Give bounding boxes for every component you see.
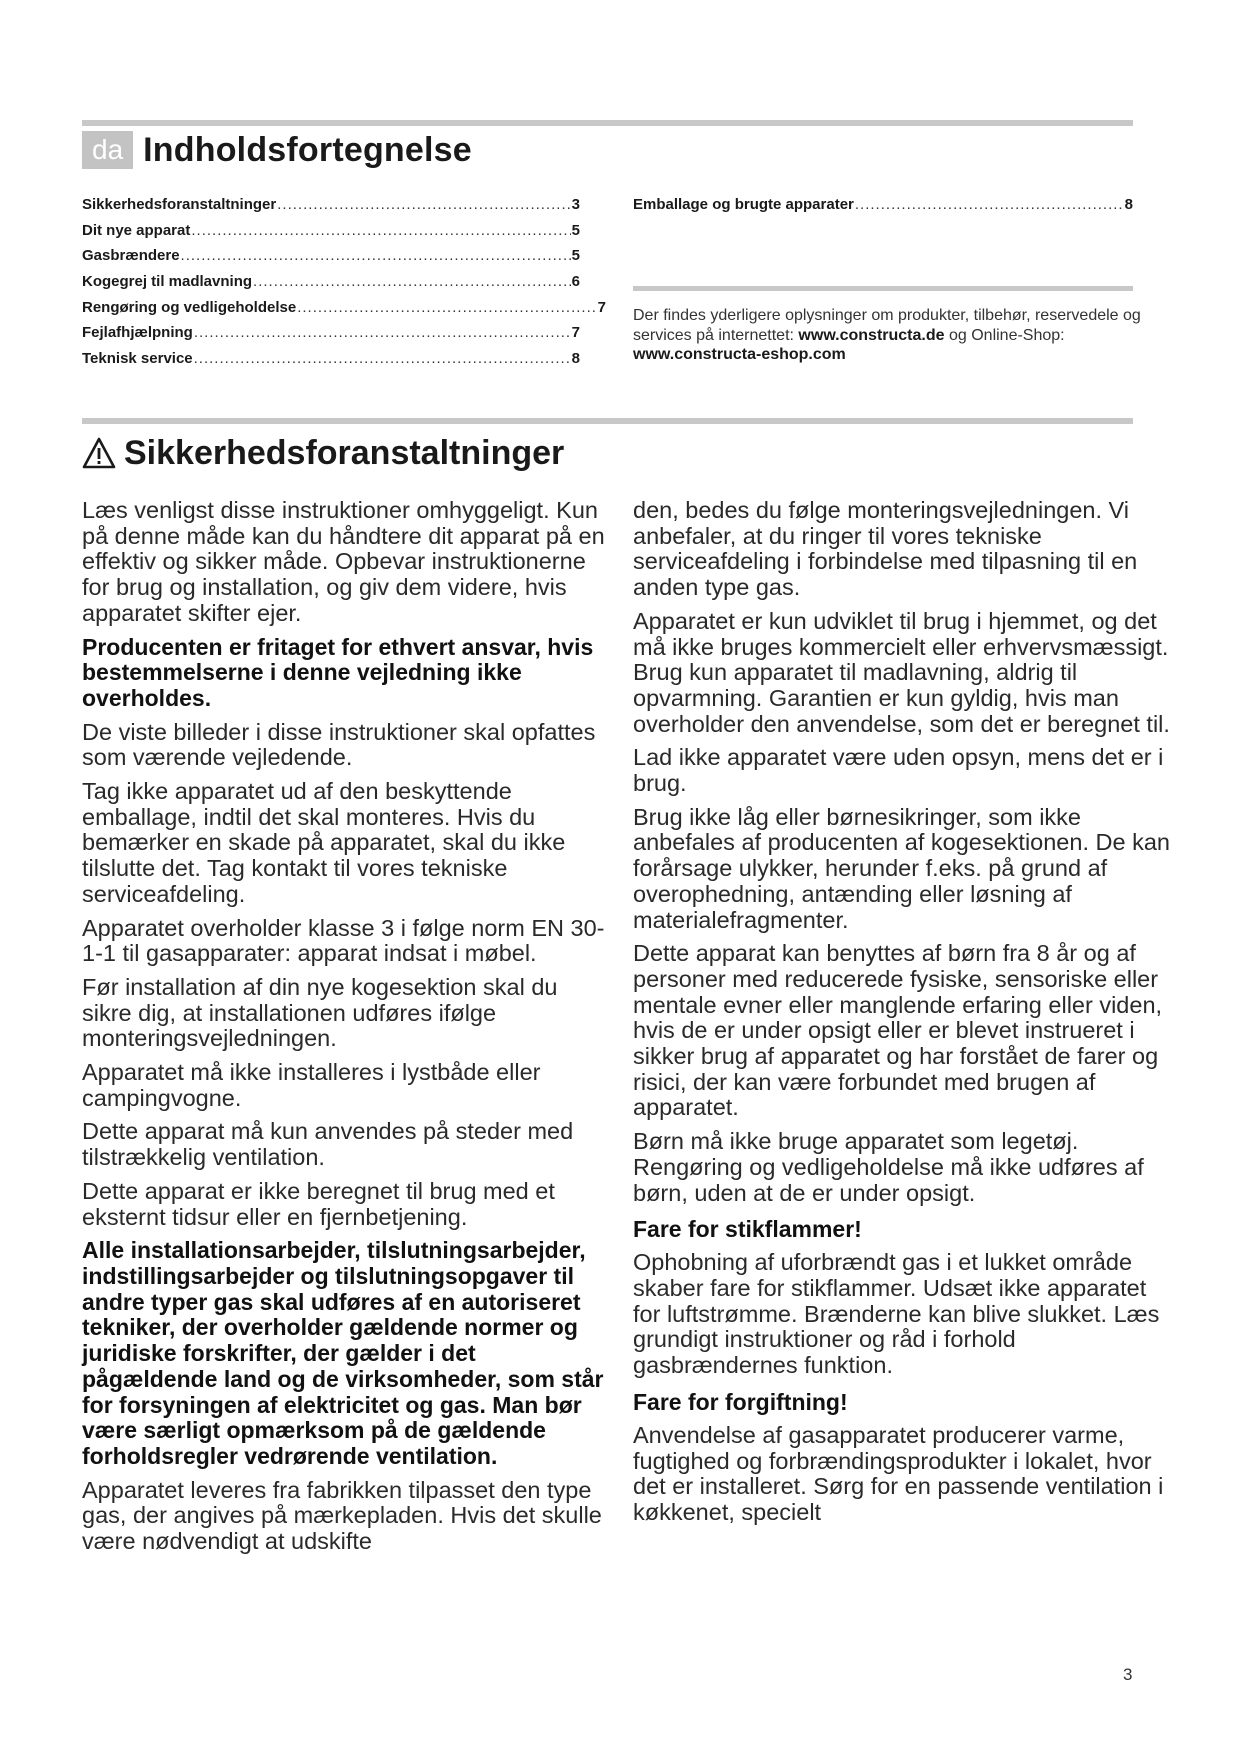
info-rule — [633, 286, 1133, 291]
toc-dot-leader — [181, 247, 571, 264]
toc-dot-leader — [253, 273, 571, 290]
page-title: Indholdsfortegnelse — [143, 130, 472, 169]
paragraph: Lad ikke apparatet være uden opsyn, mens det er i brug. — [633, 744, 1164, 797]
toc-header — [82, 130, 472, 170]
toc-entry-label: Emballage og brugte apparater — [633, 196, 854, 213]
paragraph: Læs venligst disse instruktioner omhyggeligt. Kun på denne måde kan du håndtere dit apparat på en effektiv og sikker måde. Opbevar instruktionerne for brug og installation, og giv dem videre, hvis apparatet skifter ejer. — [82, 497, 605, 626]
toc-entry-label: Rengøring og vedligeholdelse — [82, 298, 297, 316]
page-number: 3 — [1123, 1665, 1133, 1684]
toc-entry-label: Fejlafhjælpning — [82, 324, 193, 342]
toc-entry-label: Teknisk service — [82, 350, 193, 368]
toc-entry-page: 5 — [571, 247, 580, 265]
section-rule — [82, 418, 1133, 424]
paragraph: Børn må ikke bruge apparatet som legetøj. Rengøring og vedligeholdelse må ikke udføres af børn, uden at de er under opsigt. — [633, 1128, 1144, 1206]
language-badge: da — [82, 131, 133, 169]
toc-dot-leader — [191, 222, 570, 239]
toc-entry-page: 7 — [571, 324, 580, 342]
top-rule — [82, 120, 1133, 126]
toc-dot-leader — [277, 196, 570, 213]
paragraph: Brug ikke låg eller børnesikringer, som ikke anbefales af producenten af kogesektionen. De kan forårsage ulykker, herunder f.eks. på grund af overophedning, antænding eller løsning af materialefragmenter. — [633, 803, 1170, 933]
bold-notice: Producenten er fritaget for ethvert ansvar, hvis bestemmelserne i denne vejledning ikke overholdes. — [82, 633, 594, 711]
paragraph: Dette apparat må kun anvendes på steder med tilstrækkelig ventilation. — [82, 1118, 574, 1171]
toc-entry-page: 7 — [597, 298, 606, 316]
toc-entry-page: 6 — [571, 273, 580, 291]
toc-entry[interactable] — [82, 273, 580, 299]
paragraph: Apparatet er kun udviklet til brug i hjemmet, og det må ikke bruges kommercielt eller erhvervsmæssigt. Brug kun apparatet til madlavning, aldrig til opvarmning. Garantien er kun gyldig, hvis man overholder den anvendelse, som det er beregnet til. — [633, 607, 1170, 737]
toc-entry-label: Dit nye apparat — [82, 221, 191, 239]
toc-left-column — [82, 196, 612, 376]
toc-entry[interactable] — [82, 324, 580, 350]
toc-entry[interactable] — [82, 350, 580, 376]
info-text: Der findes yderligere oplysninger om produkter, tilbehør, reservedele og services på internettet: — [633, 307, 1141, 344]
toc-entry[interactable] — [633, 196, 1133, 222]
paragraph: Før installation af din nye kogesektion skal du sikre dig, at installationen udføres ifølge monteringsvejledningen. — [82, 973, 558, 1052]
toc-entry[interactable] — [82, 222, 580, 248]
toc-entry[interactable] — [82, 299, 606, 325]
paragraph: Dette apparat kan benyttes af børn fra 8 år og af personer med reducerede fysiske, sensoriske eller mentale evner eller manglende erfaring eller viden, hvis de er under opsigt eller er blevet instrueret i sikker brug af apparatet og har forstået de farer og risici, der kan være forbundet med brugen af apparatet. — [633, 940, 1163, 1121]
subheading-forgiftning: Fare for forgiftning! — [633, 1388, 848, 1415]
toc-dot-leader — [297, 299, 596, 316]
subheading-stikflammer: Fare for stikflammer! — [633, 1216, 862, 1243]
toc-right-column — [633, 196, 1133, 222]
paragraph: Apparatet leveres fra fabrikken tilpasset den type gas, der angives på mærkepladen. Hvis det skulle være nødvendigt at udskifte — [82, 1476, 602, 1555]
toc-entry[interactable] — [82, 196, 580, 222]
paragraph: Apparatet overholder klasse 3 i følge norm EN 30-1-1 til gasapparater: apparat indsat i møbel. — [82, 914, 605, 967]
eshop-link[interactable]: www.constructa-eshop.com — [633, 346, 846, 363]
online-info — [633, 306, 1153, 365]
left-text-column — [82, 498, 612, 1563]
right-text-column — [633, 498, 1173, 1534]
toc-entry-label: Kogegrej til madlavning — [82, 273, 253, 291]
toc-dot-leader — [855, 196, 1124, 213]
section-title: Sikkerhedsforanstaltninger — [124, 433, 565, 472]
toc-entry-label: Sikkerhedsforanstaltninger — [82, 196, 277, 213]
paragraph: Anvendelse af gasapparatet producerer varme, fugtighed og forbrændingsprodukter i lokalet, hvor det er installeret. Sørg for en passende ventilation i køkkenet, specielt — [633, 1421, 1164, 1525]
website-link[interactable]: www.constructa.de — [798, 326, 945, 344]
paragraph: Tag ikke apparatet ud af den beskyttende emballage, indtil det skal monteres. Hvis du bemærker en skade på apparatet, skal du ikke tilslutte det. Tag kontakt til vores tekniske serviceafdeling. — [82, 778, 566, 907]
toc-entry-page: 8 — [1124, 196, 1133, 213]
paragraph: De viste billeder i disse instruktioner skal opfattes som værende vejledende. — [82, 718, 596, 771]
info-text: og Online-Shop: — [944, 326, 1065, 344]
toc-entry-page: 5 — [571, 221, 580, 239]
paragraph: Apparatet må ikke installeres i lystbåde eller campingvogne. — [82, 1059, 541, 1111]
toc-entry[interactable] — [82, 247, 580, 273]
toc-dot-leader — [194, 324, 571, 341]
toc-entry-label: Gasbrændere — [82, 247, 180, 265]
toc-dot-leader — [194, 350, 571, 367]
toc-entry-page: 3 — [571, 196, 580, 213]
paragraph: den, bedes du følge monteringsvejledningen. Vi anbefaler, at du ringer til vores tekniske serviceafdeling i forbindelse med tilpasning til en anden type gas. — [633, 497, 1138, 601]
paragraph: Ophobning af uforbrændt gas i et lukket område skaber fare for stikflammer. Udsæt ikke apparatet for luftstrømme. Brænderne kan blive slukket. Læs grundigt instruktioner og råd i forhold gasbrændernes funktion. — [633, 1249, 1160, 1379]
paragraph: Dette apparat er ikke beregnet til brug med et eksternt tidsur eller en fjernbetjening. — [82, 1177, 555, 1230]
section-heading — [82, 428, 564, 478]
bold-notice: Alle installationsarbejder, tilslutningsarbejder, indstillingsarbejder og tilslutningsopgaver til andre typer gas skal udføres af en autoriseret tekniker, der overholder gældende normer og juridiske forskrifter, der gælder i det pågældende land og de virksomheder, som står for forsyningen af elektricitet og gas. Man bør være særligt opmærksom på de gældende forholdsregler vedrørende ventilation. — [82, 1237, 604, 1469]
warning-triangle-icon — [82, 437, 116, 469]
toc-entry-page: 8 — [571, 350, 580, 368]
